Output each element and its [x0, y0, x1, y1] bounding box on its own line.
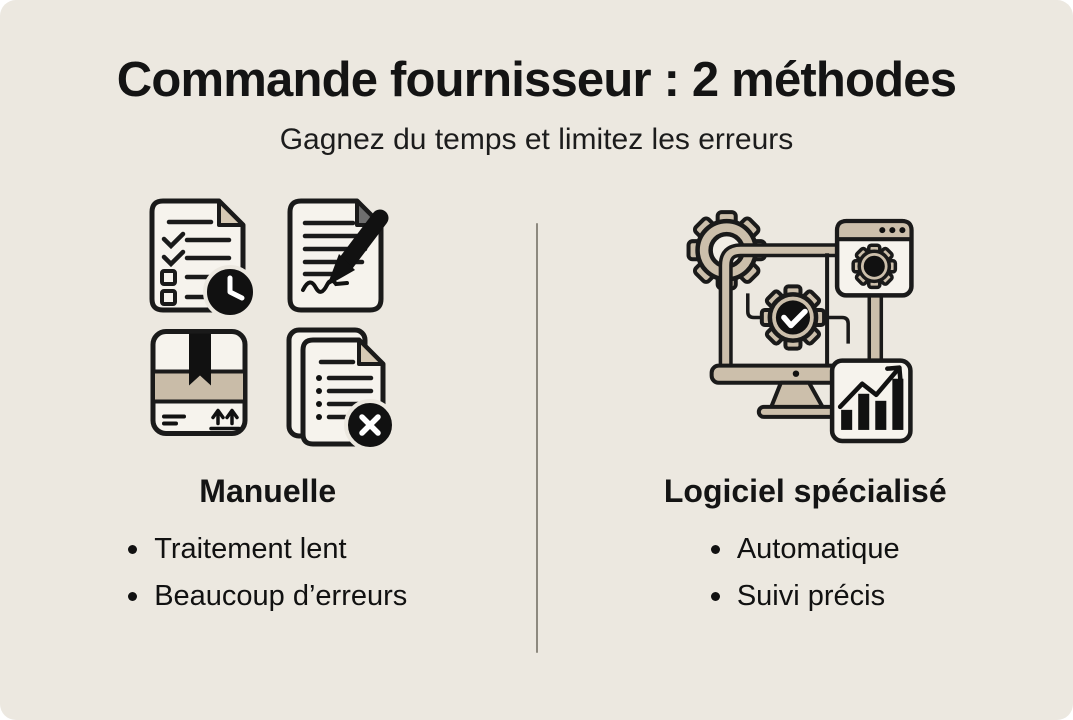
software-bullet-list [711, 526, 900, 620]
bullet-dot [128, 545, 137, 554]
package-box-icon [139, 324, 259, 442]
page-title: Commande fournisseur : 2 méthodes [116, 53, 957, 107]
comparison-columns [0, 193, 1073, 653]
bullet-text: Traitement lent [154, 533, 347, 566]
manual-icon-area [139, 193, 397, 449]
list-item [711, 526, 900, 573]
connector-tube [870, 294, 882, 364]
column-heading-manual: Manuelle [199, 473, 337, 510]
header [0, 0, 1073, 159]
checklist-clock-icon [139, 193, 259, 318]
bullet-text: Beaucoup d’erreurs [154, 580, 408, 613]
growth-chart-icon [832, 361, 910, 441]
bullet-dot [711, 545, 720, 554]
manual-bullet-list [128, 526, 407, 620]
bullet-text: Automatique [736, 533, 900, 566]
column-heading-software: Logiciel spécialisé [663, 473, 947, 510]
automation-illustration [659, 193, 951, 449]
list-item [711, 573, 900, 620]
check-gear-icon [762, 287, 824, 349]
list-item [128, 573, 407, 620]
bullet-dot [711, 592, 720, 601]
bullet-text: Suivi précis [736, 580, 886, 613]
bullet-dot [128, 592, 137, 601]
browser-gear-icon [837, 221, 911, 295]
error-documents-icon [277, 324, 397, 449]
manual-icon-grid [139, 193, 397, 449]
software-icon-area [659, 193, 951, 449]
list-item [128, 526, 407, 573]
column-software [538, 193, 1073, 620]
page-subtitle: Gagnez du temps et limitez les erreurs [279, 123, 794, 157]
column-manual [0, 193, 536, 620]
contract-pen-icon [277, 193, 397, 318]
